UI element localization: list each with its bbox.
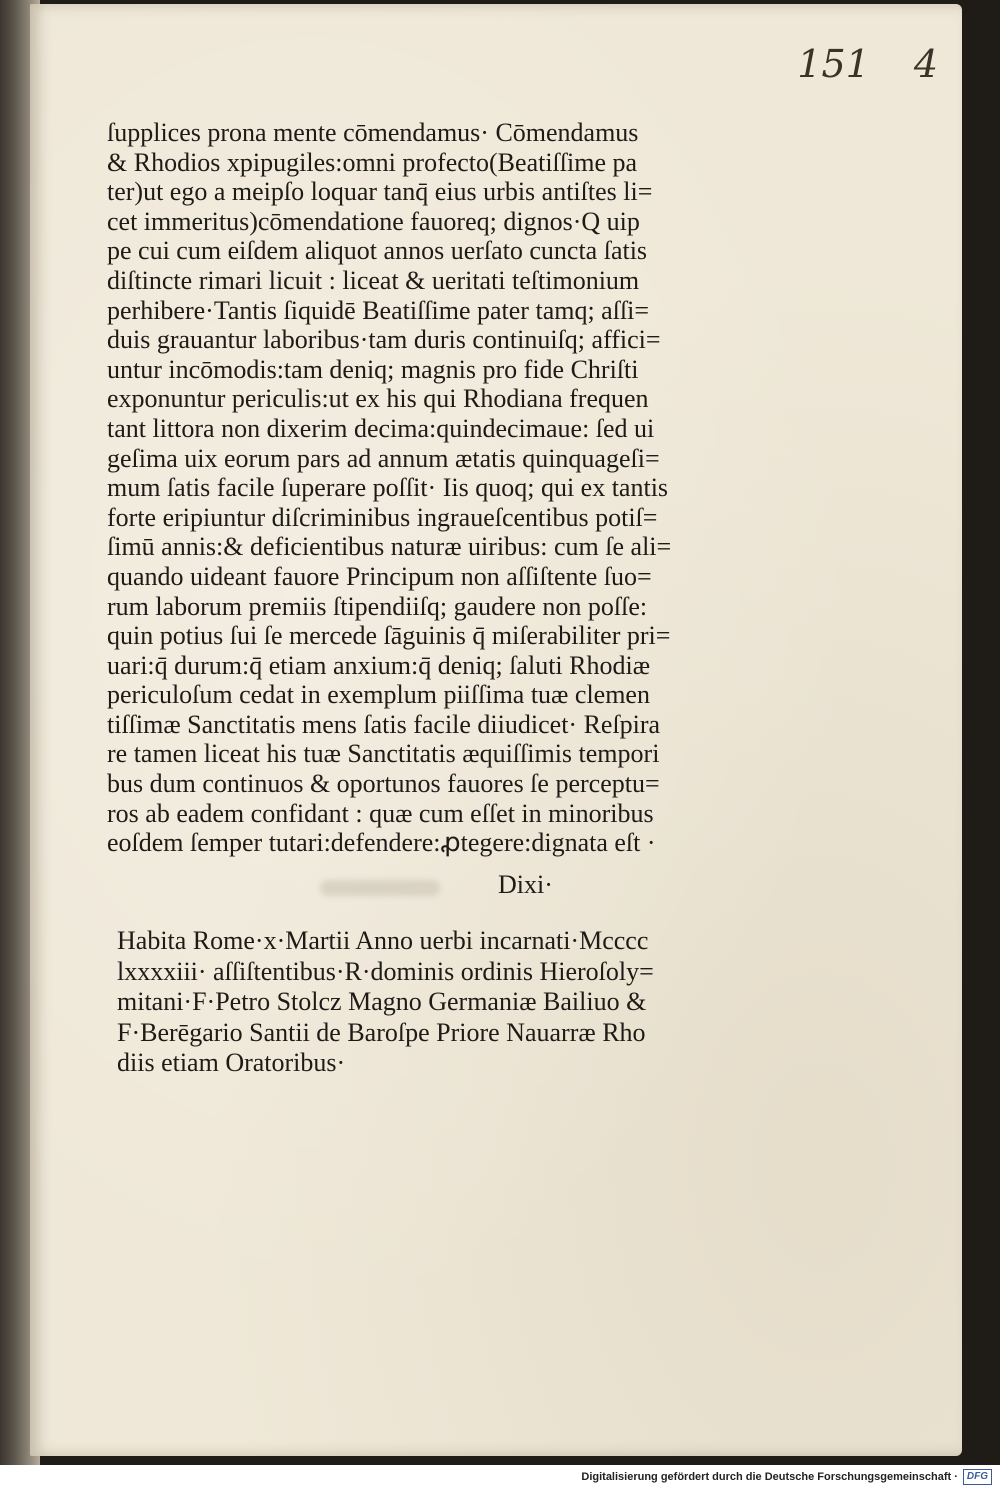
folio-marks bbox=[797, 42, 938, 86]
dixi-closing: Dixi· bbox=[498, 870, 553, 899]
text-line: tant littora non dixerim decima:quindecimaue: ſed ui bbox=[107, 413, 655, 443]
text-line: ter)ut ego a meipſo loquar tanq̄ eius urbis antiſtes li= bbox=[107, 177, 653, 207]
text-line: quin potius ſui ſe mercede ſāguinis q̄ miſerabiliter pri= bbox=[107, 621, 671, 651]
text-line: periculoſum cedat in exemplum piiſſima tuæ clemen bbox=[107, 680, 650, 710]
text-line: eoſdem ſemper tutari:defendere:ꝓtegere:dignata eſt · bbox=[107, 828, 656, 858]
text-line: rum laborum premiis ſtipendiiſq; gaudere non poſſe: bbox=[107, 591, 648, 621]
text-line: ſupplices prona mente cōmendamus· Cōmendamus bbox=[107, 118, 639, 147]
ink-smudge bbox=[320, 880, 440, 896]
text-line: geſima uix eorum pars ad annum ætatis quinquageſi= bbox=[107, 443, 660, 473]
colophon-line: Habita Rome·x·Martii Anno uerbi incarnati·Mcccc bbox=[117, 926, 649, 955]
dfg-logo-icon: DFG bbox=[963, 1469, 992, 1485]
colophon-line: mitani·F·Petro Stolcz Magno Germaniæ Bailiuo & bbox=[117, 987, 647, 1016]
text-line: untur incōmodis:tam deniq; magnis pro fide Chriſti bbox=[107, 354, 639, 384]
text-line: ros ab eadem confidant : quæ cum eſſet in minoribus bbox=[107, 798, 654, 828]
folio-mark: 4 bbox=[913, 42, 938, 86]
colophon-line: F·Berēgario Santii de Baroſpe Priore Nauarræ Rho bbox=[117, 1017, 646, 1047]
text-line: quando uideant fauore Principum non aſſiſtente ſuo= bbox=[107, 561, 652, 591]
text-line: cet immeritus)cōmendatione fauoreq; dignos·Q uip bbox=[107, 206, 640, 236]
text-line: pe cui cum eiſdem aliquot annos uerſato cuncta ſatis bbox=[107, 236, 648, 266]
colophon-block bbox=[117, 926, 737, 1079]
text-line: uari:q̄ durum:q̄ etiam anxium:q̄ deniq; ſaluti Rhodiæ bbox=[107, 650, 651, 680]
text-line: mum ſatis facile ſuperare poſſit· Iis quoq; qui ex tantis bbox=[107, 473, 669, 503]
text-line: bus dum continuos & oportunos fauores ſe perceptu= bbox=[107, 769, 660, 799]
colophon-line: lxxxxiii· aſſiſtentibus·R·dominis ordinis Hieroſoly= bbox=[117, 956, 654, 986]
folio-number: 151 bbox=[797, 42, 870, 86]
text-line: exponuntur periculis:ut ex his qui Rhodiana frequen bbox=[107, 384, 649, 414]
text-line: ſimū annis:& deficientibus naturæ uiribus: cum ſe ali= bbox=[107, 532, 672, 562]
text-line: re tamen liceat his tuæ Sanctitatis æquiſſimis tempori bbox=[107, 739, 660, 769]
text-line: forte eripiuntur diſcriminibus ingraueſcentibus potiſ= bbox=[107, 502, 658, 532]
main-text-block bbox=[107, 118, 737, 858]
text-line: diſtincte rimari licuit : liceat & ueritati teſtimonium bbox=[107, 265, 640, 295]
text-line: duis grauantur laboribus·tam duris continuiſq; affici= bbox=[107, 325, 661, 355]
colophon-line: diis etiam Oratoribus· bbox=[117, 1048, 346, 1077]
footer-credit: Digitalisierung gefördert durch die Deutsche Forschungsgemeinschaft · bbox=[581, 1470, 958, 1483]
text-line: perhibere·Tantis ſiquidē Beatiſſime pater tamq; aſſi= bbox=[107, 295, 650, 325]
text-line: tiſſimæ Sanctitatis mens ſatis facile diiudicet· Reſpira bbox=[107, 709, 661, 739]
digitization-footer bbox=[0, 1465, 1000, 1488]
text-line: & Rhodios xpipugiles:omni profecto(Beatiſſime pa bbox=[107, 147, 638, 177]
